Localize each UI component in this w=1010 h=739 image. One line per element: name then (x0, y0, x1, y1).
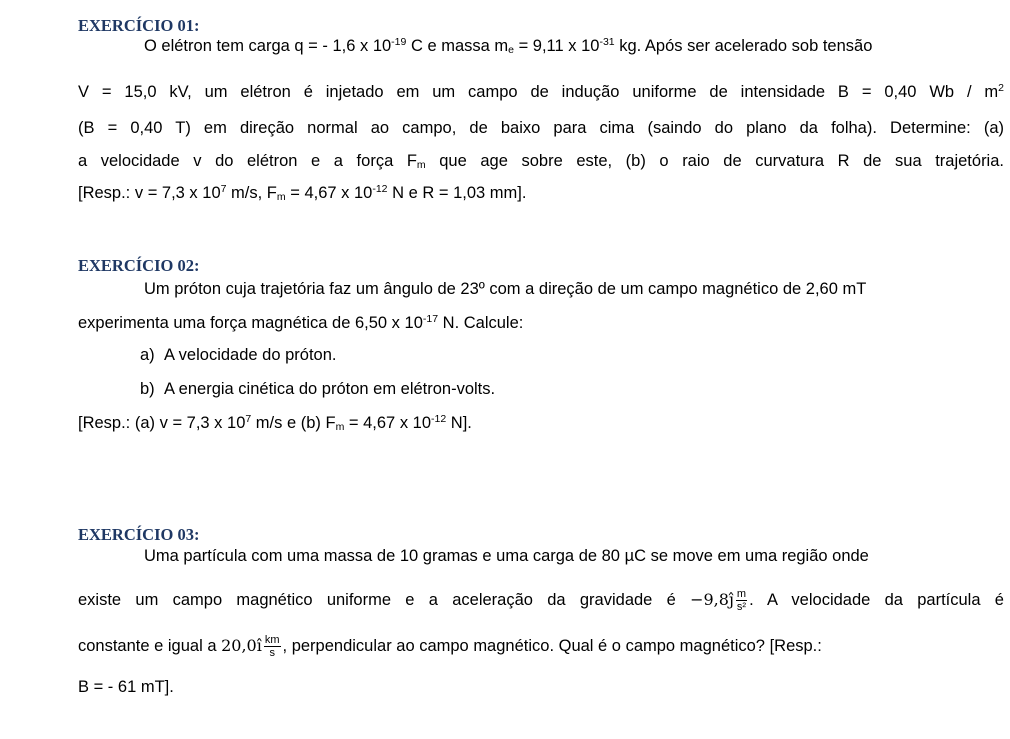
exercise-2-item-a: a) A velocidade do próton. (140, 346, 337, 364)
velocity-unit-fraction: $\frac{km}{s}$ (264, 634, 280, 659)
exercise-3-heading: EXERCÍCIO 03: (78, 525, 200, 544)
exercise-1-line-1: O elétron tem carga q = - 1,6 x $10^{-19}$ C e massa $m_e = 9,11$ x $10^{-31}$ kg. Após ser acelerado sob tensão (144, 36, 873, 56)
exercise-2-answer: [Resp.: (a) v = 7,3 x $10^7$ m/s e (b) $F_m = 4,67$ x $10^{-12}$ N]. (78, 413, 472, 433)
exercise-3-answer: B = - 61 mT]. (78, 678, 174, 696)
exercise-2-line-1: Um próton cuja trajetória faz um ângulo de 23º com a direção de um campo magnético de 2,60 mT (144, 280, 867, 298)
exercise-1-line-4: a velocidade v do elétron e a força $F_m$ que age sobre este, (b) o raio de curvatura R de sua trajetória. (78, 152, 1004, 171)
exercise-1-line-3: (B = 0,40 T) em direção normal ao campo, de baixo para cima (saindo do plano da folha). Determine: (a) (78, 119, 1004, 137)
exercise-2-line-2: experimenta uma força magnética de 6,50 x $10^{-17}$ N. Calcule: (78, 313, 524, 332)
exercise-3-line-2: existe um campo magnético uniforme e a aceleração da gravidade é −9,8ĵ $\frac{m}{\text{s²}}$ . A velocidade da partícula é (78, 588, 1004, 613)
gravity-unit-fraction: $\frac{m}{\text{s²}}$ (736, 588, 747, 613)
exercise-2-heading: EXERCÍCIO 02: (78, 256, 200, 275)
exercise-1-answer: [Resp.: v = 7,3 x $10^7$ m/s, $F_m = 4,67$ x $10^{-12}$ N e R = 1,03 mm]. (78, 183, 527, 203)
exercise-3-line-1: Uma partícula com uma massa de 10 gramas e uma carga de 80 µC se move em uma região onde (144, 547, 869, 565)
exercise-2-item-b: b) A energia cinética do próton em elétron-volts. (140, 380, 496, 398)
exercise-3-line-3: constante e igual a 20,0î $\frac{km}{s}$ , perpendicular ao campo magnético. Qual é o campo magnético? [Resp.: (78, 634, 822, 659)
exercise-1-line-2: V = 15,0 kV, um elétron é injetado em um campo de indução uniforme de intensidade B = 0,40 Wb / $m^2$ (78, 82, 1004, 101)
exercise-1-heading: EXERCÍCIO 01: (78, 16, 200, 35)
